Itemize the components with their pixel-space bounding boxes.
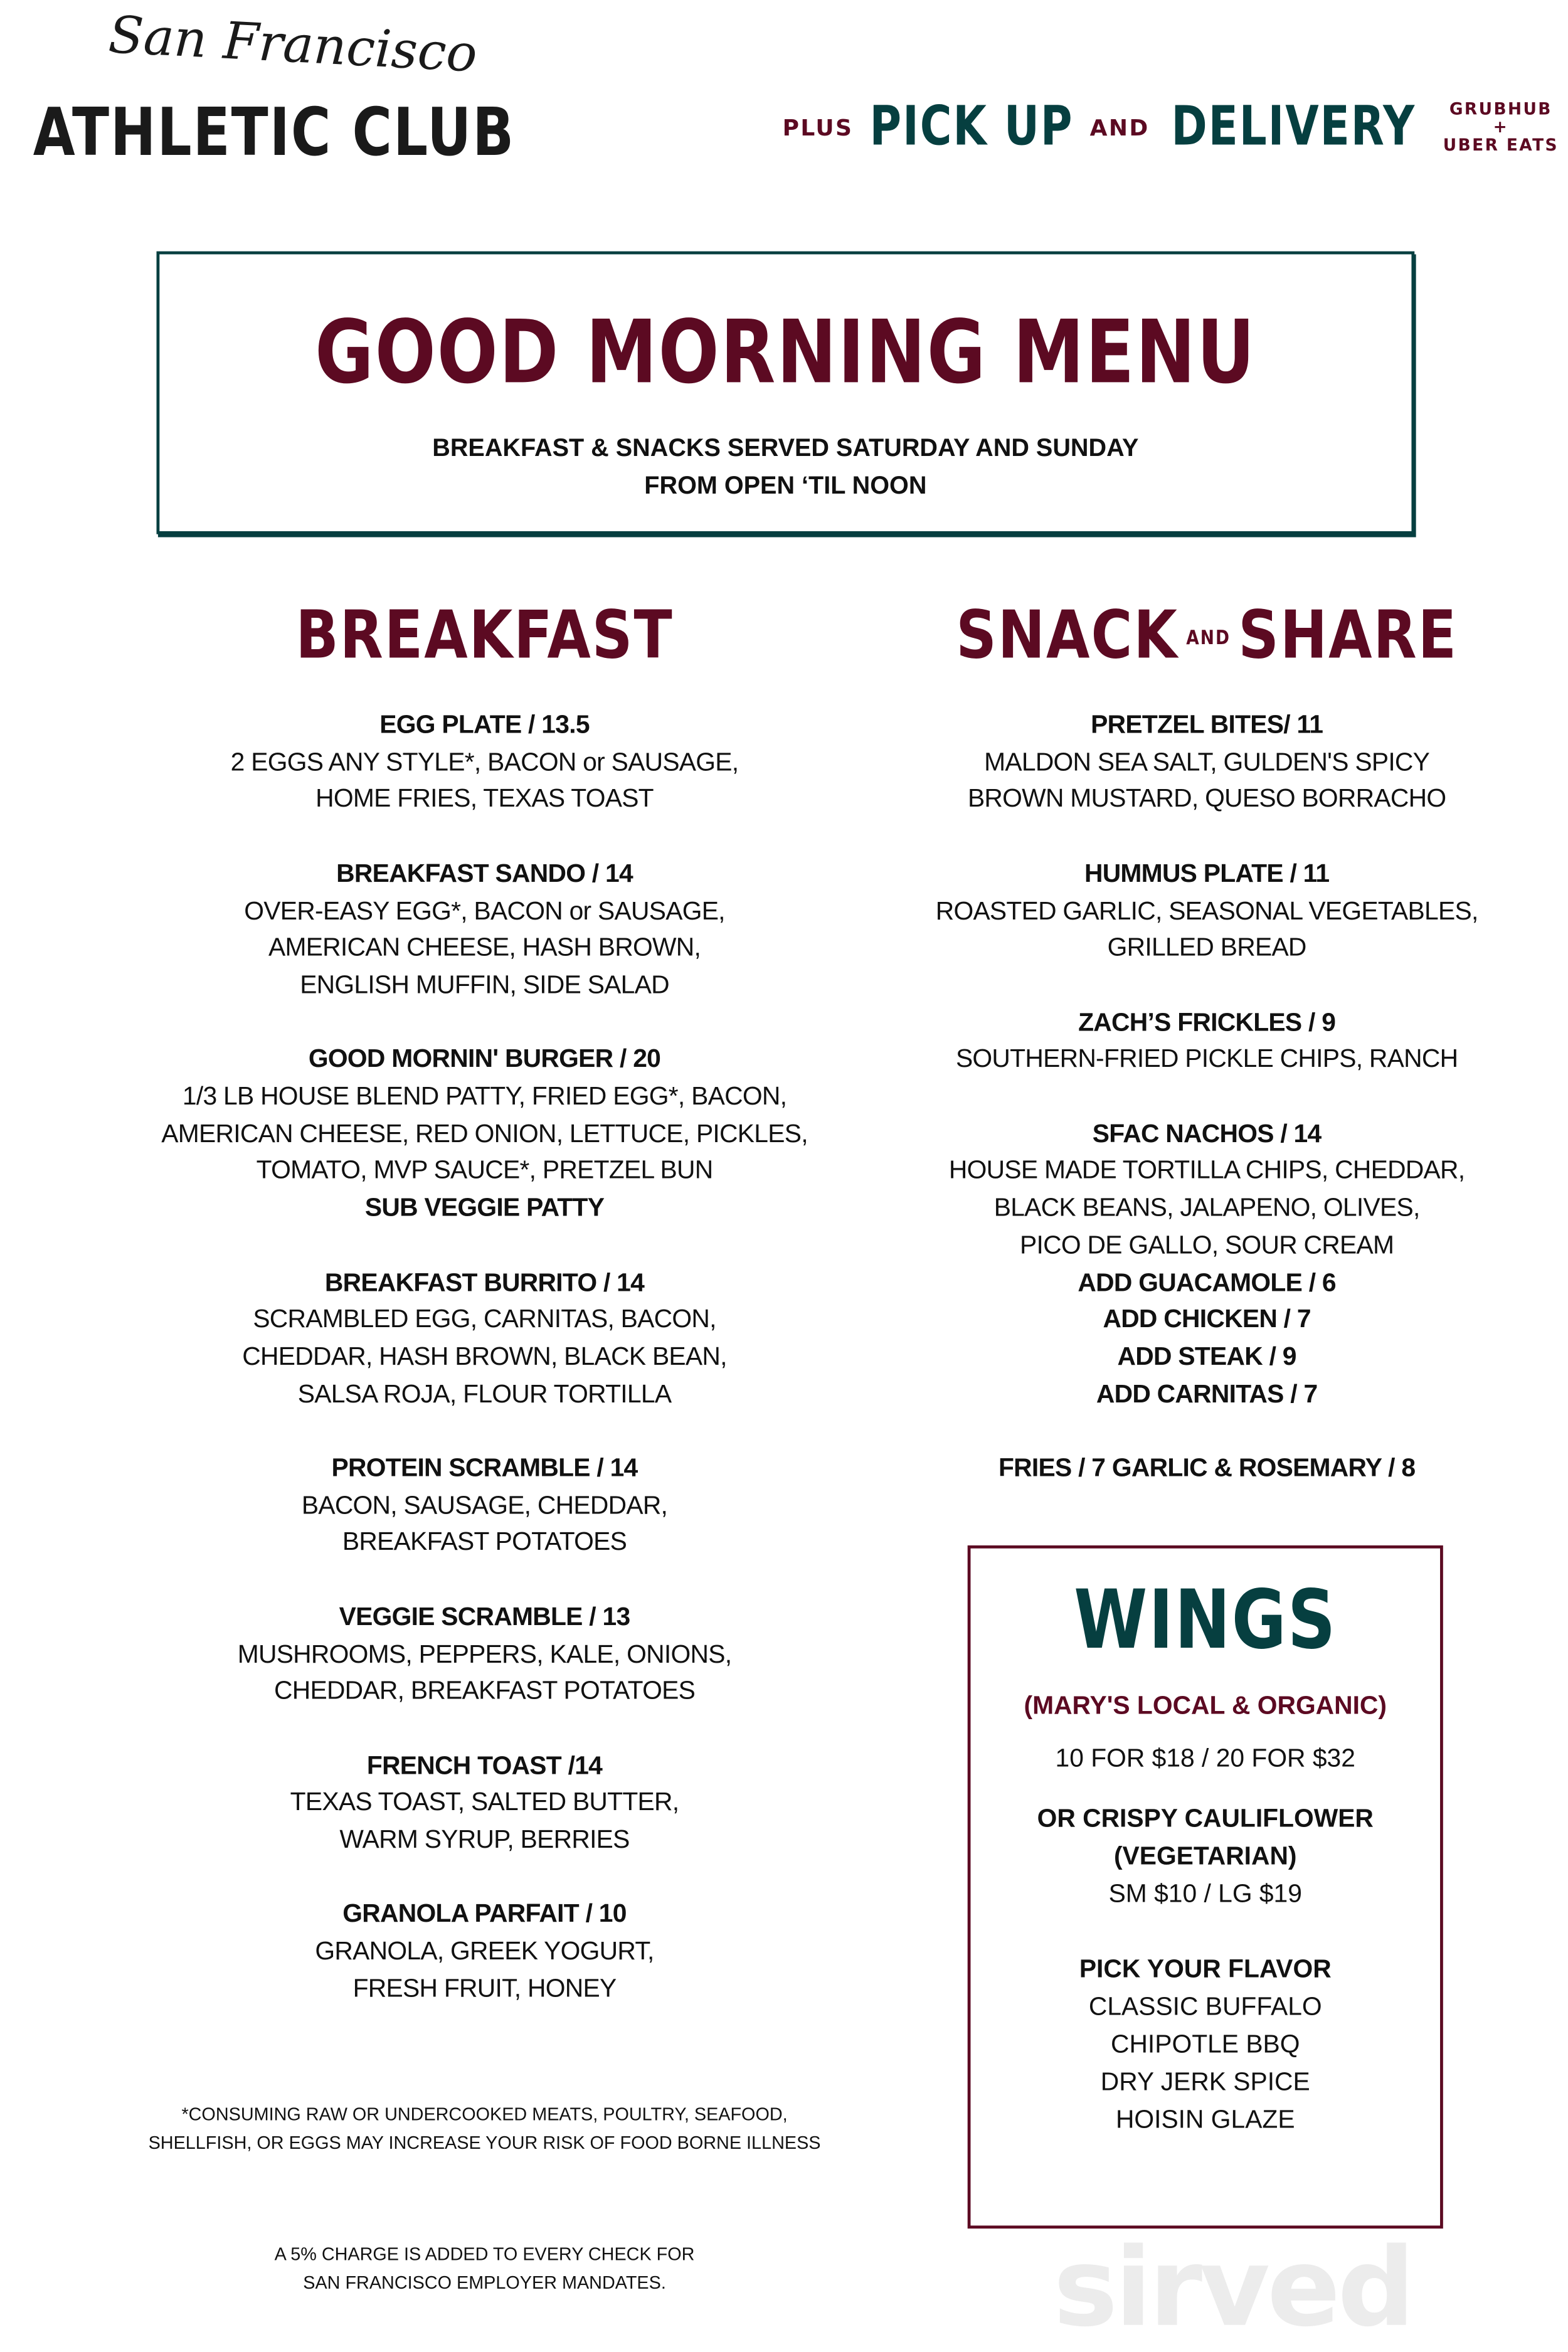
partner-grubhub: GRUBHUB: [1449, 98, 1552, 119]
menu-item-title: GRANOLA PARFAIT / 10: [342, 1899, 627, 1929]
service-time: FROM OPEN ‘TIL NOON: [644, 472, 927, 499]
menu-item-description: BROWN MUSTARD, QUESO BORRACHO: [967, 784, 1446, 813]
snack-heading-1: SNACK: [956, 597, 1179, 674]
menu-item-title: SFAC NACHOS / 14: [1092, 1119, 1322, 1148]
delivery-label: DELIVERY: [1171, 96, 1416, 158]
cauliflower-price: SM $10 / LG $19: [1108, 1879, 1302, 1909]
snack-heading-and: AND: [1186, 627, 1231, 650]
menu-item-description: CHEDDAR, BREAKFAST POTATOES: [273, 1677, 696, 1705]
menu-item-description: AMERICAN CHEESE, HASH BROWN,: [268, 933, 701, 962]
page-title: GOOD MORNING MENU: [315, 300, 1256, 403]
menu-item: [868, 856, 1545, 968]
menu-item-description: CHEDDAR, HASH BROWN, BLACK BEAN,: [242, 1342, 727, 1371]
snack-section: [868, 599, 1545, 1525]
menu-item: [868, 707, 1545, 819]
menu-item-description: WARM SYRUP, BERRIES: [339, 1825, 630, 1854]
menu-item: [78, 856, 891, 1005]
menu-item: [868, 1005, 1545, 1079]
menu-item-description: SOUTHERN-FRIED PICKLE CHIPS, RANCH: [955, 1044, 1458, 1074]
menu-item-description: BACON, SAUSAGE, CHEDDAR,: [301, 1490, 668, 1520]
menu-item-title: EGG PLATE / 13.5: [379, 710, 590, 739]
menu-item-title: HUMMUS PLATE / 11: [1084, 859, 1330, 888]
logo-script: San Francisco: [107, 5, 479, 85]
breakfast-section: [78, 599, 891, 2045]
menu-item-title: PRETZEL BITES/ 11: [1091, 710, 1323, 739]
menu-item-title: FRIES / 7 GARLIC & ROSEMARY / 8: [998, 1453, 1416, 1483]
menu-item: [78, 707, 891, 819]
menu-item-description: GRILLED BREAD: [1107, 933, 1306, 962]
menu-item-title: VEGGIE SCRAMBLE / 13: [339, 1602, 630, 1631]
menu-item-description: GRANOLA, GREEK YOGURT,: [315, 1936, 654, 1966]
menu-item-description: TEXAS TOAST, SALTED BUTTER,: [290, 1788, 679, 1817]
breakfast-heading: BREAKFAST: [295, 597, 674, 674]
menu-item-description: MALDON SEA SALT, GULDEN'S SPICY: [984, 747, 1430, 776]
menu-item-description: ENGLISH MUFFIN, SIDE SALAD: [300, 970, 669, 999]
menu-item: [78, 1042, 891, 1227]
menu-item-description: MUSHROOMS, PEPPERS, KALE, ONIONS,: [237, 1639, 732, 1668]
raw-food-warning: [63, 2100, 906, 2156]
wings-box: [968, 1545, 1443, 2228]
menu-item-description: SCRAMBLED EGG, CARNITAS, BACON,: [253, 1305, 716, 1334]
partner-uber-eats: UBER EATS: [1443, 134, 1559, 154]
menu-item: [868, 1116, 1545, 1413]
menu-item-description: BLACK BEANS, JALAPENO, OLIVES,: [993, 1193, 1420, 1222]
menu-item-title: BREAKFAST BURRITO / 14: [324, 1268, 645, 1296]
cauliflower-vegetarian: (VEGETARIAN): [1113, 1841, 1297, 1871]
warning-line: *CONSUMING RAW OR UNDERCOOKED MEATS, POULTRY, SEAFOOD,: [181, 2104, 788, 2125]
flavor-item: DRY JERK SPICE: [1100, 2067, 1310, 2097]
menu-item-description: HOME FRIES, TEXAS TOAST: [315, 784, 654, 813]
title-box: [157, 252, 1415, 534]
wings-source: (MARY'S LOCAL & ORGANIC): [1024, 1691, 1387, 1720]
and-label: AND: [1089, 114, 1150, 141]
menu-item: [78, 1451, 891, 1562]
menu-item-title: PROTEIN SCRAMBLE / 14: [331, 1453, 638, 1483]
menu-item: [78, 1265, 891, 1414]
snack-heading-2: SHARE: [1238, 597, 1458, 674]
pickup-label: PICK UP: [869, 96, 1074, 158]
menu-item-addon: ADD CARNITAS / 7: [1096, 1379, 1318, 1408]
warning-line: SHELLFISH, OR EGGS MAY INCREASE YOUR RISK OF FOOD BORNE ILLNESS: [148, 2131, 821, 2153]
menu-item-addon: ADD CHICKEN / 7: [1103, 1305, 1311, 1334]
menu-item-description: 2 EGGS ANY STYLE*, BACON or SAUSAGE,: [230, 747, 739, 776]
snack-heading: [919, 599, 1495, 686]
menu-item-description: SALSA ROJA, FLOUR TORTILLA: [297, 1379, 672, 1408]
menu-item-addon: ADD STEAK / 9: [1117, 1342, 1296, 1371]
menu-item-description: FRESH FRUIT, HONEY: [352, 1974, 617, 2003]
flavor-item: HOISIN GLAZE: [1115, 2105, 1295, 2134]
surcharge-note: [63, 2240, 906, 2296]
breakfast-items: [78, 707, 891, 2008]
menu-item: [78, 1748, 891, 1860]
menu-item-option: SUB VEGGIE PATTY: [364, 1193, 605, 1222]
menu-item-description: 1/3 LB HOUSE BLEND PATTY, FRIED EGG*, BACON,: [182, 1082, 787, 1111]
menu-item: [78, 1599, 891, 1711]
surcharge-line: A 5% CHARGE IS ADDED TO EVERY CHECK FOR: [274, 2243, 695, 2265]
service-hours: [159, 430, 1411, 504]
flavor-item: CHIPOTLE BBQ: [1111, 2030, 1300, 2059]
watermark: sirved: [1053, 2224, 1412, 2351]
menu-item-description: BREAKFAST POTATOES: [342, 1528, 627, 1557]
menu-item-addon: ADD GUACAMOLE / 6: [1078, 1268, 1336, 1296]
menu-item-title: FRENCH TOAST /14: [366, 1751, 603, 1780]
plus-sign: +: [1493, 116, 1509, 137]
wings-price: 10 FOR $18 / 20 FOR $32: [1055, 1744, 1355, 1773]
service-days: BREAKFAST & SNACKS SERVED SATURDAY AND SUNDAY: [432, 435, 1139, 462]
flavor-item: CLASSIC BUFFALO: [1088, 1992, 1322, 2021]
delivery-partners: [1443, 100, 1559, 154]
menu-item-description: TOMATO, MVP SAUCE*, PRETZEL BUN: [256, 1156, 713, 1185]
cauliflower-title: OR CRISPY CAULIFLOWER: [1037, 1804, 1374, 1833]
menu-item-description: OVER-EASY EGG*, BACON or SAUSAGE,: [244, 896, 725, 925]
menu-item-description: AMERICAN CHEESE, RED ONION, LETTUCE, PICKLES,: [161, 1119, 808, 1148]
logo-main: ATHLETIC CLUB: [33, 95, 516, 172]
plus-label: PLUS: [782, 114, 854, 141]
menu-item-title: BREAKFAST SANDO / 14: [336, 859, 633, 888]
menu-item-description: PICO DE GALLO, SOUR CREAM: [1020, 1231, 1394, 1259]
flavor-title: PICK YOUR FLAVOR: [1079, 1954, 1332, 1984]
menu-item-title: GOOD MORNIN' BURGER / 20: [308, 1044, 661, 1074]
surcharge-line: SAN FRANCISCO EMPLOYER MANDATES.: [303, 2271, 666, 2293]
menu-item: [78, 1897, 891, 2008]
menu-item-description: HOUSE MADE TORTILLA CHIPS, CHEDDAR,: [948, 1156, 1465, 1185]
menu-item-title: ZACH’S FRICKLES / 9: [1078, 1007, 1336, 1037]
menu-item: [868, 1451, 1545, 1488]
menu-item-description: ROASTED GARLIC, SEASONAL VEGETABLES,: [935, 896, 1478, 925]
delivery-banner: [783, 97, 1559, 158]
snack-items: [868, 707, 1545, 1488]
wings-heading: WINGS: [1074, 1572, 1337, 1668]
